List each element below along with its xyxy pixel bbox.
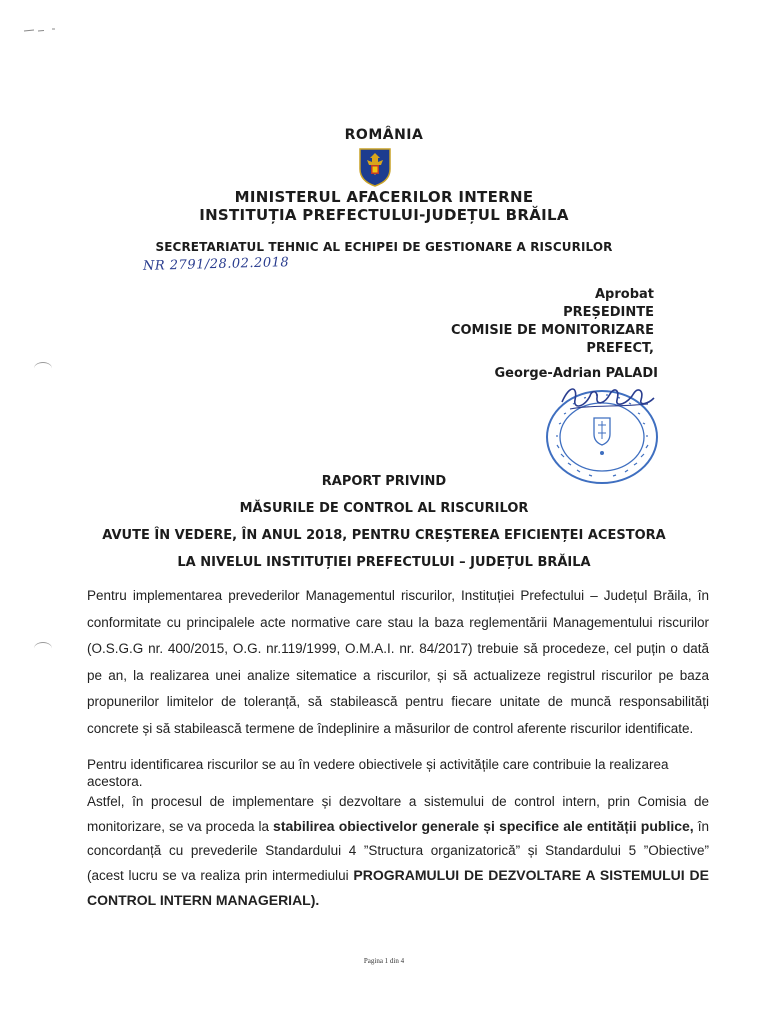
- punch-hole-icon: [34, 362, 52, 375]
- approval-office: PREFECT,: [586, 341, 654, 356]
- report-title-line: MĂSURILE DE CONTROL AL RISCURILOR: [239, 501, 529, 516]
- country-heading: ROMÂNIA: [344, 127, 424, 143]
- punch-hole-icon: [34, 642, 52, 655]
- body-text-run: în concordanță cu prevederile Standardului 4 ”Structura organizatorică” și Standardului 5 ”Obiective” (acest lucru se va realiza prin intermediului: [87, 819, 710, 883]
- report-title-line: RAPORT PRIVIND: [321, 474, 447, 489]
- signer-name: George-Adrian PALADI: [494, 366, 658, 381]
- body-bold-text: PROGRAMULUI DE DEZVOLTARE A SISTEMULUI DE CONTROL INTERN MANAGERIAL).: [87, 867, 709, 908]
- body-text-run: Astfel, în procesul de implementare și dezvoltare a sistemului de control intern, prin Comisia de monitorizare, se va proceda la: [87, 794, 709, 834]
- body-paragraph: Pentru identificarea riscurilor se au în vedere obiectivele și activitățile care contribuie la realizarea acestora.: [87, 757, 669, 789]
- coat-of-arms-icon: [357, 145, 393, 187]
- approval-role: PREȘEDINTE: [563, 305, 654, 320]
- body-paragraph: [87, 790, 709, 913]
- approval-commission: COMISIE DE MONITORIZARE: [450, 323, 654, 338]
- handwritten-signature: [548, 378, 658, 418]
- report-title-line: AVUTE ÎN VEDERE, ÎN ANUL 2018, PENTRU CREȘTEREA EFICIENȚEI ACESTORA: [102, 528, 666, 543]
- approval-label: Aprobat: [594, 287, 654, 302]
- report-title-line: LA NIVELUL INSTITUȚIEI PREFECTULUI – JUDEȚUL BRĂILA: [177, 555, 591, 570]
- registration-number: NR 2791/28.02.2018: [142, 255, 290, 274]
- approval-block: [354, 286, 654, 358]
- secretariat-heading: SECRETARIATUL TEHNIC AL ECHIPEI DE GESTIONARE A RISCURILOR: [155, 240, 613, 254]
- institution-name: INSTITUȚIA PREFECTULUI-JUDEȚUL BRĂILA: [199, 206, 569, 224]
- page-footer: Pagina 1 din 4: [363, 957, 405, 965]
- report-title: [0, 468, 768, 576]
- body-paragraph: Pentru implementarea prevederilor Managementul riscurilor, Instituției Prefectului – Județul Brăila, în conformitate cu principalele acte normative care stau la baza reglementării Managementului riscurilor (O.S.G.G nr. 400/2015, O.G. nr.119/1999, O.M.A.I. nr. 84/2017) trebuie să procedeze, cel puțin o dată pe an, la realizarea unei analize sitematice a riscurilor, și să actualizeze registrul riscurilor pe baza propunerilor limitelor de toleranță, să stabilească pentru fiecare unitate de muncă responsabilități concrete și să stabilească termene de îndeplinire a măsurilor de control aferente riscurilor identificate.: [87, 588, 709, 736]
- ministry-name: MINISTERUL AFACERILOR INTERNE: [234, 188, 534, 206]
- scan-artifact-icon: [22, 26, 72, 34]
- body-bold-text: stabilirea obiectivelor generale și specifice ale entității publice,: [273, 818, 694, 834]
- ministry-heading: [0, 188, 768, 224]
